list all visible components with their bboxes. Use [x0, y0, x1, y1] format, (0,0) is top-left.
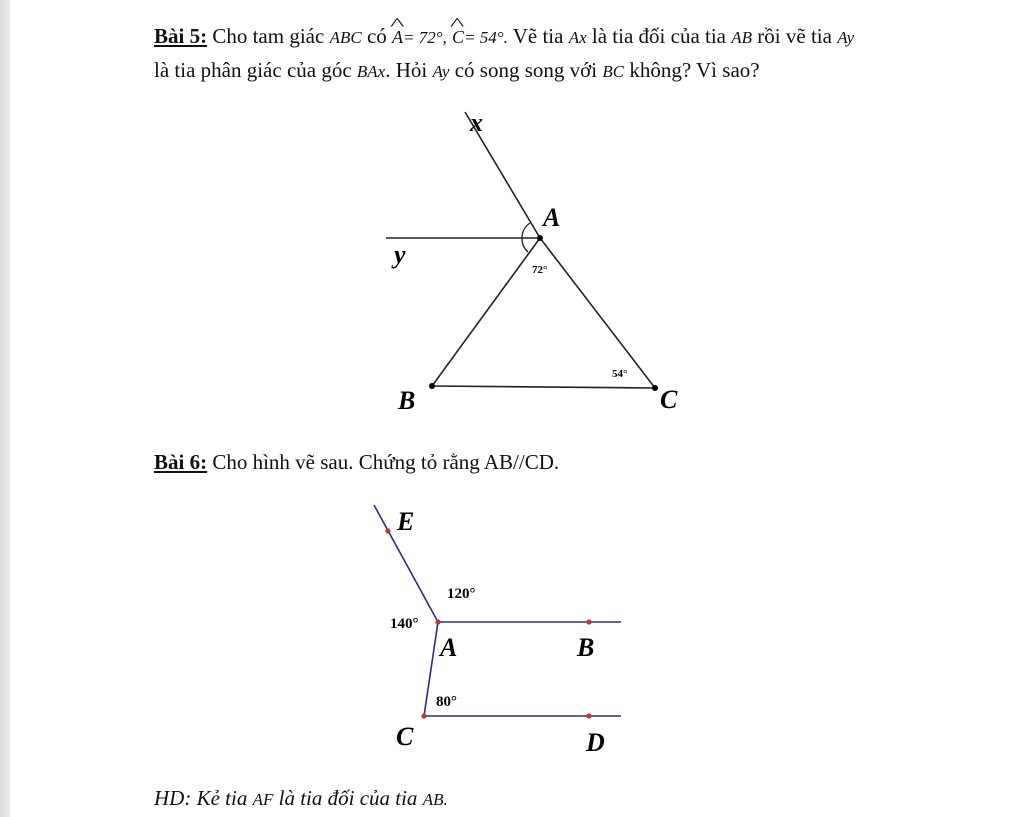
angle-140-label: 140°: [390, 616, 419, 632]
angle-a-symbol: ^ A: [392, 27, 403, 48]
bai5-line2: là tia phân giác của góc BAx. Hỏi Ay có song song với BC không? Vì sao?: [154, 58, 760, 82]
angle-c-symbol: ^ C: [452, 27, 464, 48]
label-c: C: [396, 722, 414, 751]
label-y: y: [394, 240, 406, 269]
point-d: [586, 713, 591, 718]
bai6-line: Bài 6: Cho hình vẽ sau. Chứng tỏ rằng AB//CD.: [154, 450, 560, 474]
hint-line: HD: Kẻ tia AF là tia đối của tia AB.: [154, 786, 448, 810]
point-b: [586, 619, 591, 624]
label-e: E: [397, 507, 415, 536]
label-b: B: [398, 386, 416, 415]
triangle-name: ABC: [329, 28, 362, 47]
angle-120-label: 120°: [447, 586, 476, 602]
bai5-title: Bài 5:: [154, 24, 208, 48]
point-a: [435, 619, 440, 624]
label-c: C: [660, 385, 678, 414]
label-a: A: [440, 633, 458, 662]
angle-a-label: 72°: [532, 264, 548, 276]
label-x: x: [470, 108, 483, 137]
angle-c-label: 54°: [612, 368, 628, 380]
point-e: [385, 528, 390, 533]
bai5-line1: Bài 5: Cho tam giác ABC có ^ A= 72°, ^ C= 54°. Vẽ tia Ax là tia đối của tia AB rồi vẽ tia Ay: [154, 24, 854, 49]
label-a: A: [543, 203, 561, 232]
label-b: B: [577, 633, 595, 662]
bai6-title: Bài 6:: [154, 450, 208, 474]
point-c: [421, 713, 426, 718]
angle-80-label: 80°: [436, 694, 457, 710]
label-d: D: [586, 728, 605, 757]
